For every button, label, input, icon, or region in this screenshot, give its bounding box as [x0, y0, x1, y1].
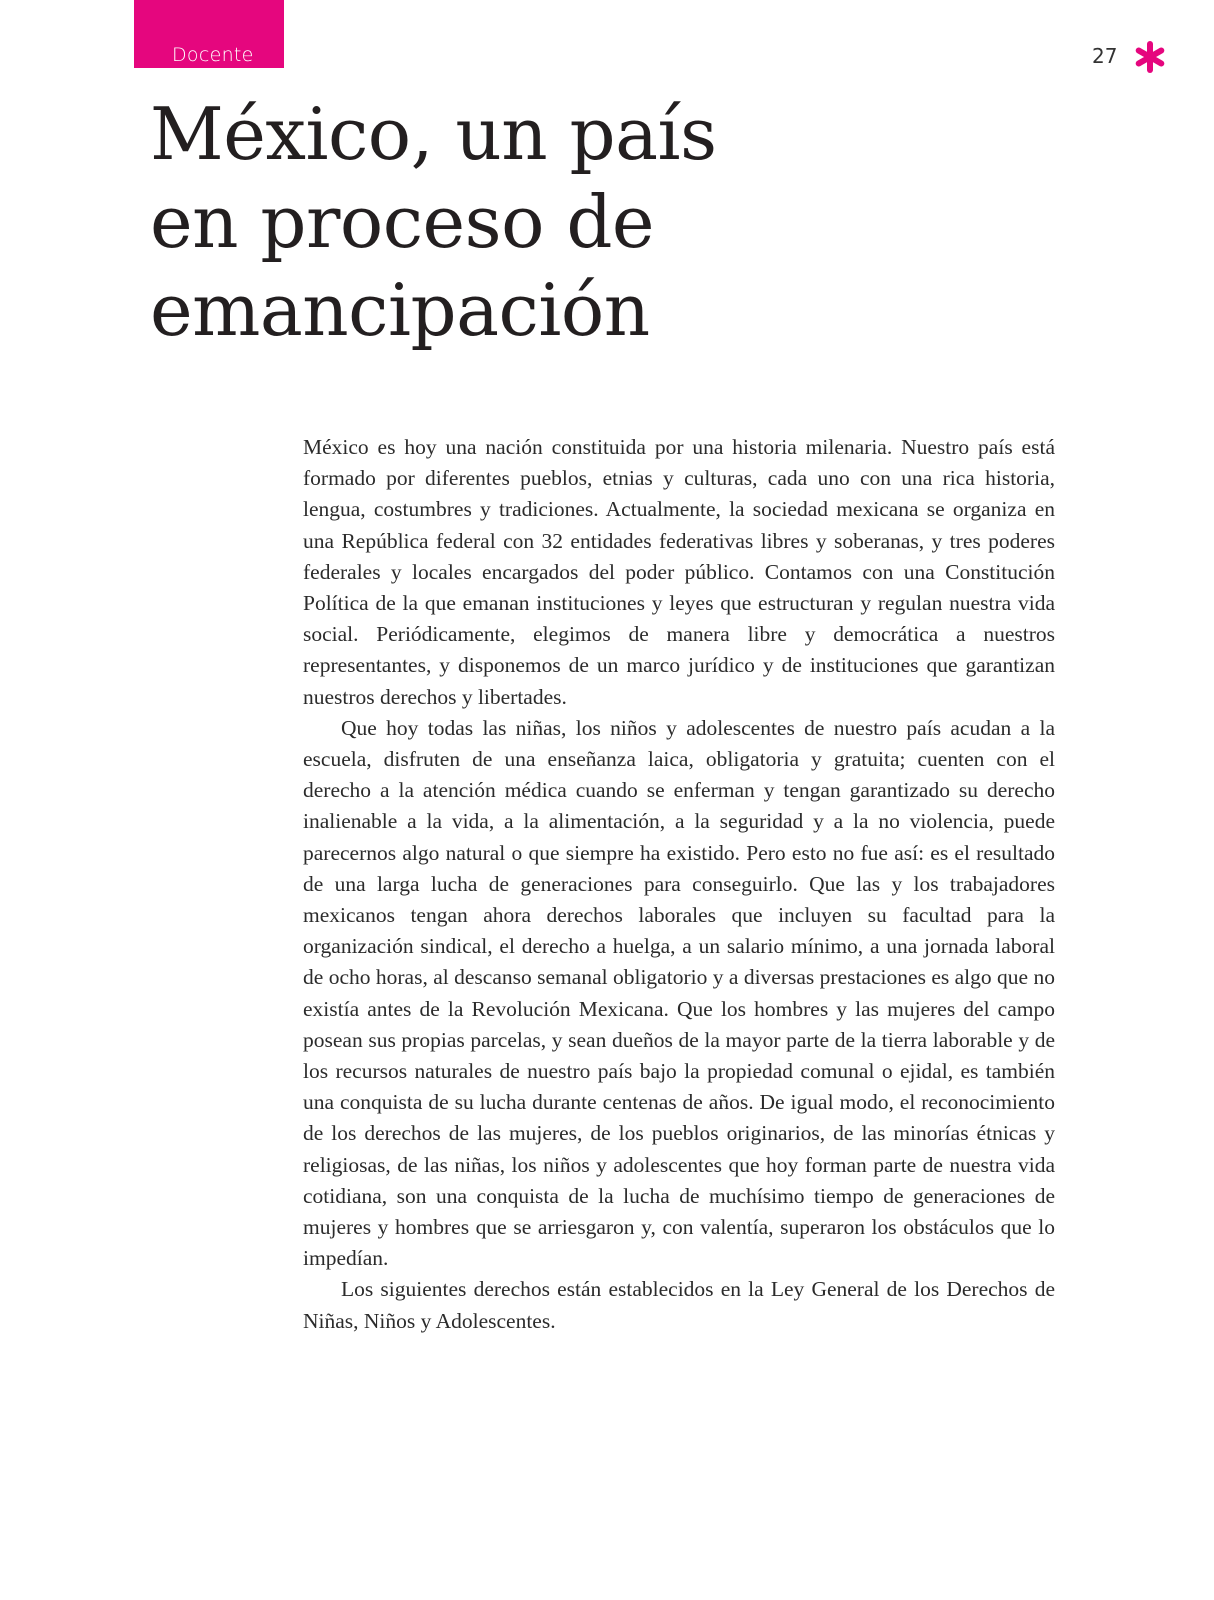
section-label: Docente [172, 44, 254, 66]
asterisk-icon [1133, 40, 1167, 74]
page-title [150, 90, 910, 354]
title-line-1: México, un país [150, 92, 717, 176]
body-text [303, 432, 1055, 1337]
paragraph-2: Que hoy todas las niñas, los niños y adolescentes de nuestro país acudan a la escuela, disfruten de una enseñanza laica, obligatoria y gratuita; cuenten con el derecho a la atención médica cuando se enferman y tengan garantizado su derecho inalienable a la vida, a la alimentación, a la seguridad y a la no violencia, puede parecernos algo natural o que siempre ha existido. Pero esto no fue así: es el resultado de una larga lucha de generaciones para conseguirlo. Que las y los trabajadores mexicanos tengan ahora derechos laborales que incluyen su facultad para la organización sindical, el derecho a huelga, a un salario mínimo, a una jornada laboral de ocho horas, al descanso semanal obligatorio y a diversas prestaciones es algo que no existía antes de la Revolución Mexicana. Que los hombres y las mujeres del campo posean sus propias parcelas, y sean dueños de la mayor parte de la tierra laborable y de los recursos naturales de nuestro país bajo la propiedad comunal o ejidal, es también una conquista de su lucha durante centenas de años. De igual modo, el reconocimiento de los derechos de las mujeres, de los pueblos originarios, de las minorías étnicas y religiosas, de las niñas, los niños y adolescentes que hoy forman parte de nuestra vida cotidiana, son una conquista de la lucha de muchísimo tiempo de generaciones de mujeres y hombres que se arriesgaron y, con valentía, superaron los obstáculos que lo impedían. [303, 715, 1055, 1271]
section-tab [134, 0, 284, 68]
paragraph-1: México es hoy una nación constituida por una historia milenaria. Nuestro país está formado por diferentes pueblos, etnias y culturas, cada uno con una rica historia, lengua, costumbres y tradiciones. Actualmente, la sociedad mexicana se organiza en una República federal con 32 entidades federativas libres y soberanas, y tres poderes federales y locales encargados del poder público. Contamos con una Constitución Política de la que emanan instituciones y leyes que estructuran y regulan nuestra vida social. Periódicamente, elegimos de manera libre y democrática a nuestros representantes, y disponemos de un marco jurídico y de instituciones que garantizan nuestros derechos y libertades. [303, 435, 1055, 709]
title-line-2: en proceso de [150, 180, 655, 264]
paragraph-3: Los siguientes derechos están establecidos en la Ley General de los Derechos de Niñas, Niños y Adolescentes. [303, 1277, 1055, 1333]
page-number: 27 [1092, 44, 1118, 68]
title-line-3: emancipación [150, 268, 650, 352]
